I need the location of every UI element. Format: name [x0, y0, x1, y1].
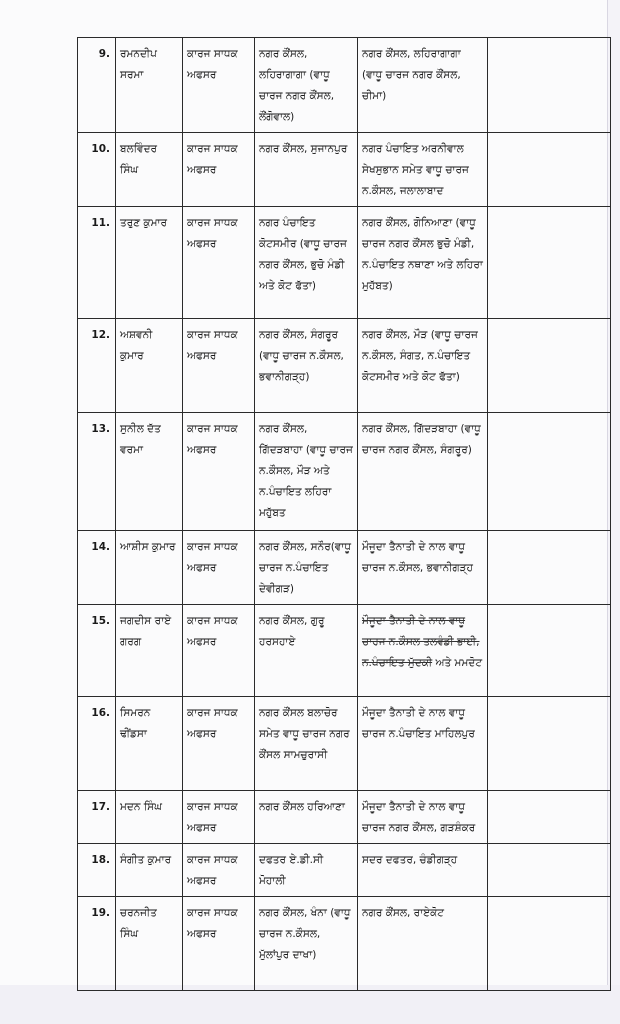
remarks: [488, 38, 611, 133]
table-row: [78, 697, 611, 791]
remarks: [488, 844, 611, 897]
serial-number: 9.: [78, 38, 116, 133]
officer-name: ਰਮਨਦੀਪ ਸਰਮਾ: [116, 38, 183, 133]
table-row: [78, 605, 611, 697]
current-posting: ਨਗਰ ਕੌਂਸਲ, ਸੰਗਰੂਰ (ਵਾਧੂ ਚਾਰਜ ਨ.ਕੌਸਲ, ਭਵਾਨੀਗੜ੍ਹ): [255, 319, 358, 413]
remarks: [488, 605, 611, 697]
new-posting: [358, 605, 488, 697]
officer-name: ਮਦਨ ਸਿੰਘ: [116, 791, 183, 844]
remarks: [488, 207, 611, 319]
current-posting: ਨਗਰ ਕੌਂਸਲ ਬਲਾਚੋਰ ਸਮੇਤ ਵਾਧੂ ਚਾਰਜ ਨਗਰ ਕੌਂਸਲ ਸਾਮਚੁਰਾਸੀ: [255, 697, 358, 791]
designation: ਕਾਰਜ ਸਾਧਕ ਅਫਸਰ: [183, 413, 255, 531]
new-posting-struck: ਮੌਜੂਦਾ ਤੈਨਾਤੀ ਦੇ ਨਾਲ ਵਾਧੂ ਚਾਰਜ ਨ.ਕੌਸਲ ਤਲਵੰਡੀ ਭਾਈ, ਨ.ਪੰਚਾਇਤ ਮੁੱਦਕੀ: [362, 615, 480, 669]
designation: ਕਾਰਜ ਸਾਧਕ ਅਫਸਰ: [183, 133, 255, 207]
new-posting: ਨਗਰ ਕੌਂਸਲ, ਲਹਿਰਾਗਾਗਾ (ਵਾਧੂ ਚਾਰਜ ਨਗਰ ਕੌਂਸਲ, ਚੀਮਾ): [358, 38, 488, 133]
table-row: [78, 133, 611, 207]
current-posting: ਨਗਰ ਕੌਂਸਲ, ਲਹਿਰਾਗਾਗਾ (ਵਾਧੂ ਚਾਰਜ ਨਗਰ ਕੌਂਸਲ, ਲੌਂਗੋਵਾਲ): [255, 38, 358, 133]
table-row: [78, 897, 611, 991]
new-posting: ਨਗਰ ਕੌਂਸਲ, ਗਿੱਦੜਬਾਹਾ (ਵਾਧੂ ਚਾਰਜ ਨਗਰ ਕੌਂਸਲ, ਸੰਗਰੂਰ): [358, 413, 488, 531]
serial-number: 14.: [78, 531, 116, 605]
officer-name: ਬਲਵਿੰਦਰ ਸਿੰਘ: [116, 133, 183, 207]
serial-number: 11.: [78, 207, 116, 319]
remarks: [488, 697, 611, 791]
serial-number: 13.: [78, 413, 116, 531]
officer-name: ਆਸ਼ੀਸ ਕੁਮਾਰ: [116, 531, 183, 605]
designation: ਕਾਰਜ ਸਾਧਕ ਅਫਸਰ: [183, 844, 255, 897]
remarks: [488, 791, 611, 844]
current-posting: ਨਗਰ ਕੌਂਸਲ, ਗੁਰੂ ਹਰਸਹਾਏ: [255, 605, 358, 697]
serial-number: 17.: [78, 791, 116, 844]
table-row: [78, 38, 611, 133]
table-row: [78, 413, 611, 531]
officer-name: ਸੁਨੀਲ ਦੱਤ ਵਰਮਾ: [116, 413, 183, 531]
serial-number: 18.: [78, 844, 116, 897]
remarks: [488, 133, 611, 207]
designation: ਕਾਰਜ ਸਾਧਕ ਅਫਸਰ: [183, 38, 255, 133]
serial-number: 19.: [78, 897, 116, 991]
current-posting: ਨਗਰ ਕੌਂਸਲ, ਸੁਜਾਨਪੁਰ: [255, 133, 358, 207]
new-posting: ਨਗਰ ਪੰਚਾਇਤ ਅਰਨੀਵਾਲ ਸੇਖਸੁਭਾਨ ਸਮੇਤ ਵਾਧੂ ਚਾਰਜ ਨ.ਕੌਸਲ, ਜਲਾਲਾਬਾਦ: [358, 133, 488, 207]
current-posting: ਨਗਰ ਪੰਚਾਇਤ ਕੋਟਸਮੀਰ (ਵਾਧੂ ਚਾਰਜ ਨਗਰ ਕੌਂਸਲ, ਭੁਚੋ ਮੰਡੀ ਅਤੇ ਕੋਟ ਫੱਤਾ): [255, 207, 358, 319]
officer-name: ਚਰਨਜੀਤ ਸਿੰਘ: [116, 897, 183, 991]
table-row: [78, 791, 611, 844]
new-posting: ਨਗਰ ਕੌਂਸਲ, ਮੌੜ (ਵਾਧੂ ਚਾਰਜ ਨ.ਕੌਸਲ, ਸੰਗਤ, ਨ.ਪੰਚਾਇਤ ਕੋਟਸਮੀਰ ਅਤੇ ਕੋਟ ਫੱਤਾ): [358, 319, 488, 413]
new-posting: ਨਗਰ ਕੌਂਸਲ, ਰਾਏਕੋਟ: [358, 897, 488, 991]
designation: ਕਾਰਜ ਸਾਧਕ ਅਫਸਰ: [183, 531, 255, 605]
new-posting: ਮੌਜੂਦਾ ਤੈਨਾਤੀ ਦੇ ਨਾਲ ਵਾਧੂ ਚਾਰਜ ਨ.ਪੰਚਾਇਤ ਮਾਹਿਲਪੁਰ: [358, 697, 488, 791]
table-row: [78, 531, 611, 605]
current-posting: ਨਗਰ ਕੌਂਸਲ ਹਰਿਆਣਾ: [255, 791, 358, 844]
current-posting: ਨਗਰ ਕੌਂਸਲ, ਗਿੱਦੜਬਾਹਾ (ਵਾਧੂ ਚਾਰਜ ਨ.ਕੌਸਲ, ਮੌੜ ਅਤੇ ਨ.ਪੰਚਾਇਤ ਲਹਿਰਾ ਮਹੁੱਬਤ: [255, 413, 358, 531]
new-posting-extra: ਅਤੇ ਮਮਦੋਟ: [435, 657, 483, 669]
remarks: [488, 319, 611, 413]
officer-name: ਸਿਮਰਨ ਢੀਂਡਸਾ: [116, 697, 183, 791]
serial-number: 12.: [78, 319, 116, 413]
designation: ਕਾਰਜ ਸਾਧਕ ਅਫਸਰ: [183, 697, 255, 791]
officer-name: ਸੰਗੀਤ ਕੁਮਾਰ: [116, 844, 183, 897]
serial-number: 15.: [78, 605, 116, 697]
officer-name: ਅਸ਼ਵਨੀ ਕੁਮਾਰ: [116, 319, 183, 413]
current-posting: ਦਫਤਰ ਏ.ਡੀ.ਸੀ ਮੋਹਾਲੀ: [255, 844, 358, 897]
posting-table: [77, 37, 611, 991]
remarks: [488, 413, 611, 531]
serial-number: 10.: [78, 133, 116, 207]
table-row: [78, 207, 611, 319]
new-posting: ਮੌਜੂਦਾ ਤੈਨਾਤੀ ਦੇ ਨਾਲ ਵਾਧੂ ਚਾਰਜ ਨਗਰ ਕੌਂਸਲ, ਗੜਸ਼ੰਕਰ: [358, 791, 488, 844]
remarks: [488, 531, 611, 605]
new-posting: ਨਗਰ ਕੌਂਸਲ, ਗੋਨਿਆਣਾ (ਵਾਧੂ ਚਾਰਜ ਨਗਰ ਕੌਂਸਲ ਭੁਚੋ ਮੰਡੀ, ਨ.ਪੰਚਾਇਤ ਨਥਾਣਾ ਅਤੇ ਲਹਿਰਾ ਮੁਹੱਬਤ): [358, 207, 488, 319]
new-posting: ਮੌਜੂਦਾ ਤੈਨਾਤੀ ਦੇ ਨਾਲ ਵਾਧੂ ਚਾਰਜ ਨ.ਕੌਸਲ, ਭਵਾਨੀਗੜ੍ਹ: [358, 531, 488, 605]
serial-number: 16.: [78, 697, 116, 791]
table-row: [78, 319, 611, 413]
designation: ਕਾਰਜ ਸਾਧਕ ਅਫਸਰ: [183, 319, 255, 413]
designation: ਕਾਰਜ ਸਾਧਕ ਅਫਸਰ: [183, 605, 255, 697]
officer-name: ਜਗਦੀਸ ਰਾਏ ਗਰਗ: [116, 605, 183, 697]
new-posting: ਸਦਰ ਦਫਤਰ, ਚੰਡੀਗੜ੍ਹ: [358, 844, 488, 897]
current-posting: ਨਗਰ ਕੌਂਸਲ, ਸਨੌਰ(ਵਾਧੂ ਚਾਰਜ ਨ.ਪੰਚਾਇਤ ਦੇਵੀਗੜ): [255, 531, 358, 605]
table-row: [78, 844, 611, 897]
designation: ਕਾਰਜ ਸਾਧਕ ਅਫਸਰ: [183, 207, 255, 319]
officer-name: ਤਰੁਣ ਕੁਮਾਰ: [116, 207, 183, 319]
designation: ਕਾਰਜ ਸਾਧਕ ਅਫਸਰ: [183, 791, 255, 844]
designation: ਕਾਰਜ ਸਾਧਕ ਅਫਸਰ: [183, 897, 255, 991]
current-posting: ਨਗਰ ਕੌਂਸਲ, ਖੰਨਾ (ਵਾਧੂ ਚਾਰਜ ਨ.ਕੌਸਲ, ਮੁੱਲਾਂਪੁਰ ਦਾਖਾ): [255, 897, 358, 991]
remarks: [488, 897, 611, 991]
